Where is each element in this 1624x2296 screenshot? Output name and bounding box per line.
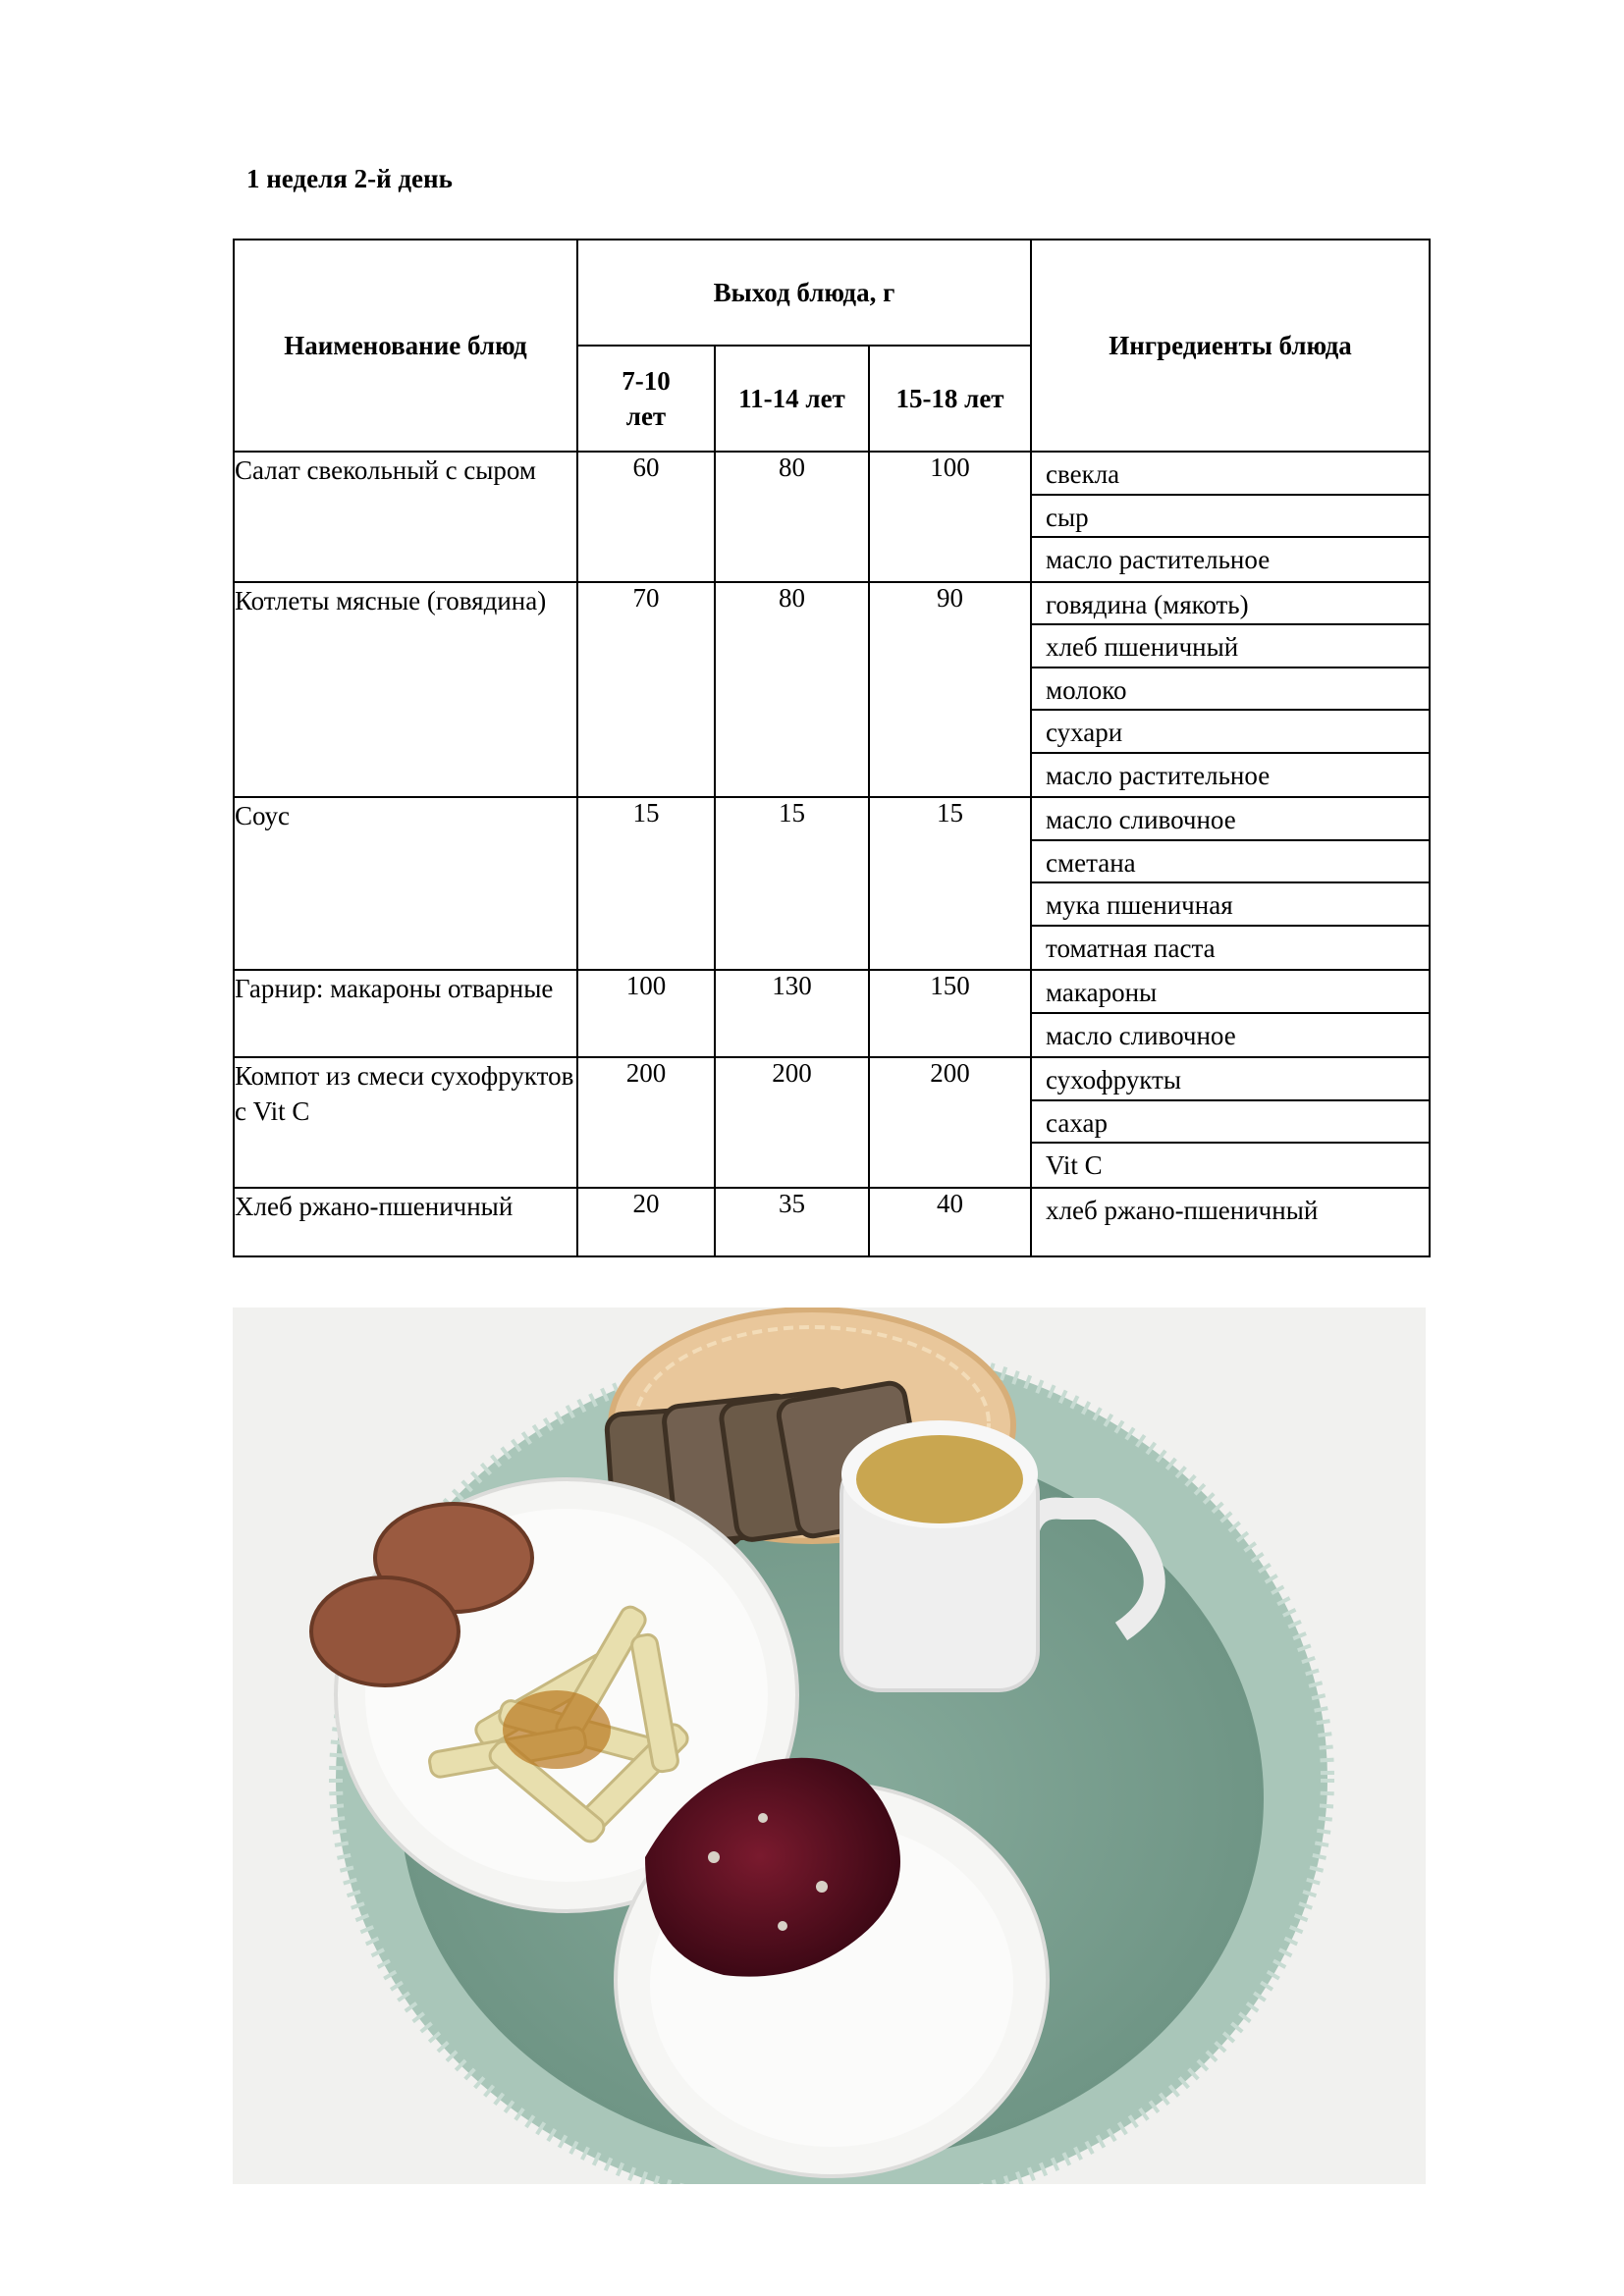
ingredient-item: Vit C [1046,1150,1103,1180]
ingredient-item: хлеб пшеничный [1032,625,1429,668]
ingredient-item: свекла [1032,453,1429,496]
header-age-15-18: 15-18 лет [869,346,1031,452]
ingredient-item: масло растительное [1046,545,1271,574]
yield-value: 130 [715,970,869,1057]
ingredient-item: хлеб ржано-пшеничный [1046,1195,1319,1225]
ingredient-item: сухари [1032,711,1429,754]
ingredient-item: сухофрукты [1032,1058,1429,1101]
page-title: 1 неделя 2-й день [246,164,453,193]
yield-value: 15 [715,797,869,970]
ingredient-list [1031,1057,1430,1188]
ingredient-item: молоко [1032,668,1429,712]
yield-value: 40 [869,1188,1031,1256]
dish-name: Хлеб ржано-пшеничный [234,1188,577,1256]
meal-photo [233,1308,1426,2184]
dish-name: Соус [234,797,577,970]
yield-value: 100 [577,970,715,1057]
yield-value: 200 [869,1057,1031,1188]
header-age-7-10: 7-10 лет [577,346,715,452]
ingredient-list [1031,582,1430,798]
table-row [234,1057,1430,1188]
yield-value: 90 [869,582,1031,798]
meal-photo-icon [233,1308,1426,2184]
table-row [234,452,1430,582]
table-row [234,582,1430,798]
ingredient-item: масло растительное [1046,760,1271,790]
yield-value: 70 [577,582,715,798]
yield-value: 150 [869,970,1031,1057]
header-age-11-14: 11-14 лет [715,346,869,452]
ingredient-item: говядина (мякоть) [1032,583,1429,626]
header-ingredients: Ингредиенты блюда [1031,240,1430,452]
table-row [234,1188,1430,1256]
yield-value: 15 [869,797,1031,970]
yield-value: 80 [715,452,869,582]
ingredient-item: сметана [1032,841,1429,884]
ingredient-item: томатная паста [1046,933,1216,963]
menu-table [233,239,1431,1257]
yield-value: 35 [715,1188,869,1256]
ingredient-list [1031,797,1430,970]
ingredient-item: сыр [1032,496,1429,539]
ingredient-item: сахар [1032,1101,1429,1145]
yield-value: 100 [869,452,1031,582]
header-dish-name: Наименование блюд [234,240,577,452]
yield-value: 200 [715,1057,869,1188]
dish-name: Котлеты мясные (говядина) [234,582,577,798]
ingredient-item: масло сливочное [1046,1020,1236,1050]
ingredient-list [1031,970,1430,1057]
ingredient-list [1031,1188,1430,1256]
yield-value: 200 [577,1057,715,1188]
yield-value: 80 [715,582,869,798]
table-row [234,970,1430,1057]
table-row [234,797,1430,970]
dish-name: Гарнир: макароны отварные [234,970,577,1057]
yield-value: 20 [577,1188,715,1256]
dish-name: Компот из смеси сухофруктов с Vit C [234,1057,577,1188]
header-yield: Выход блюда, г [577,240,1031,346]
yield-value: 15 [577,797,715,970]
ingredient-list [1031,452,1430,582]
ingredient-item: макароны [1032,971,1429,1014]
yield-value: 60 [577,452,715,582]
ingredient-item: мука пшеничная [1032,883,1429,927]
menu-table-body [234,452,1430,1256]
dish-name: Салат свекольный с сыром [234,452,577,582]
ingredient-item: масло сливочное [1032,798,1429,841]
